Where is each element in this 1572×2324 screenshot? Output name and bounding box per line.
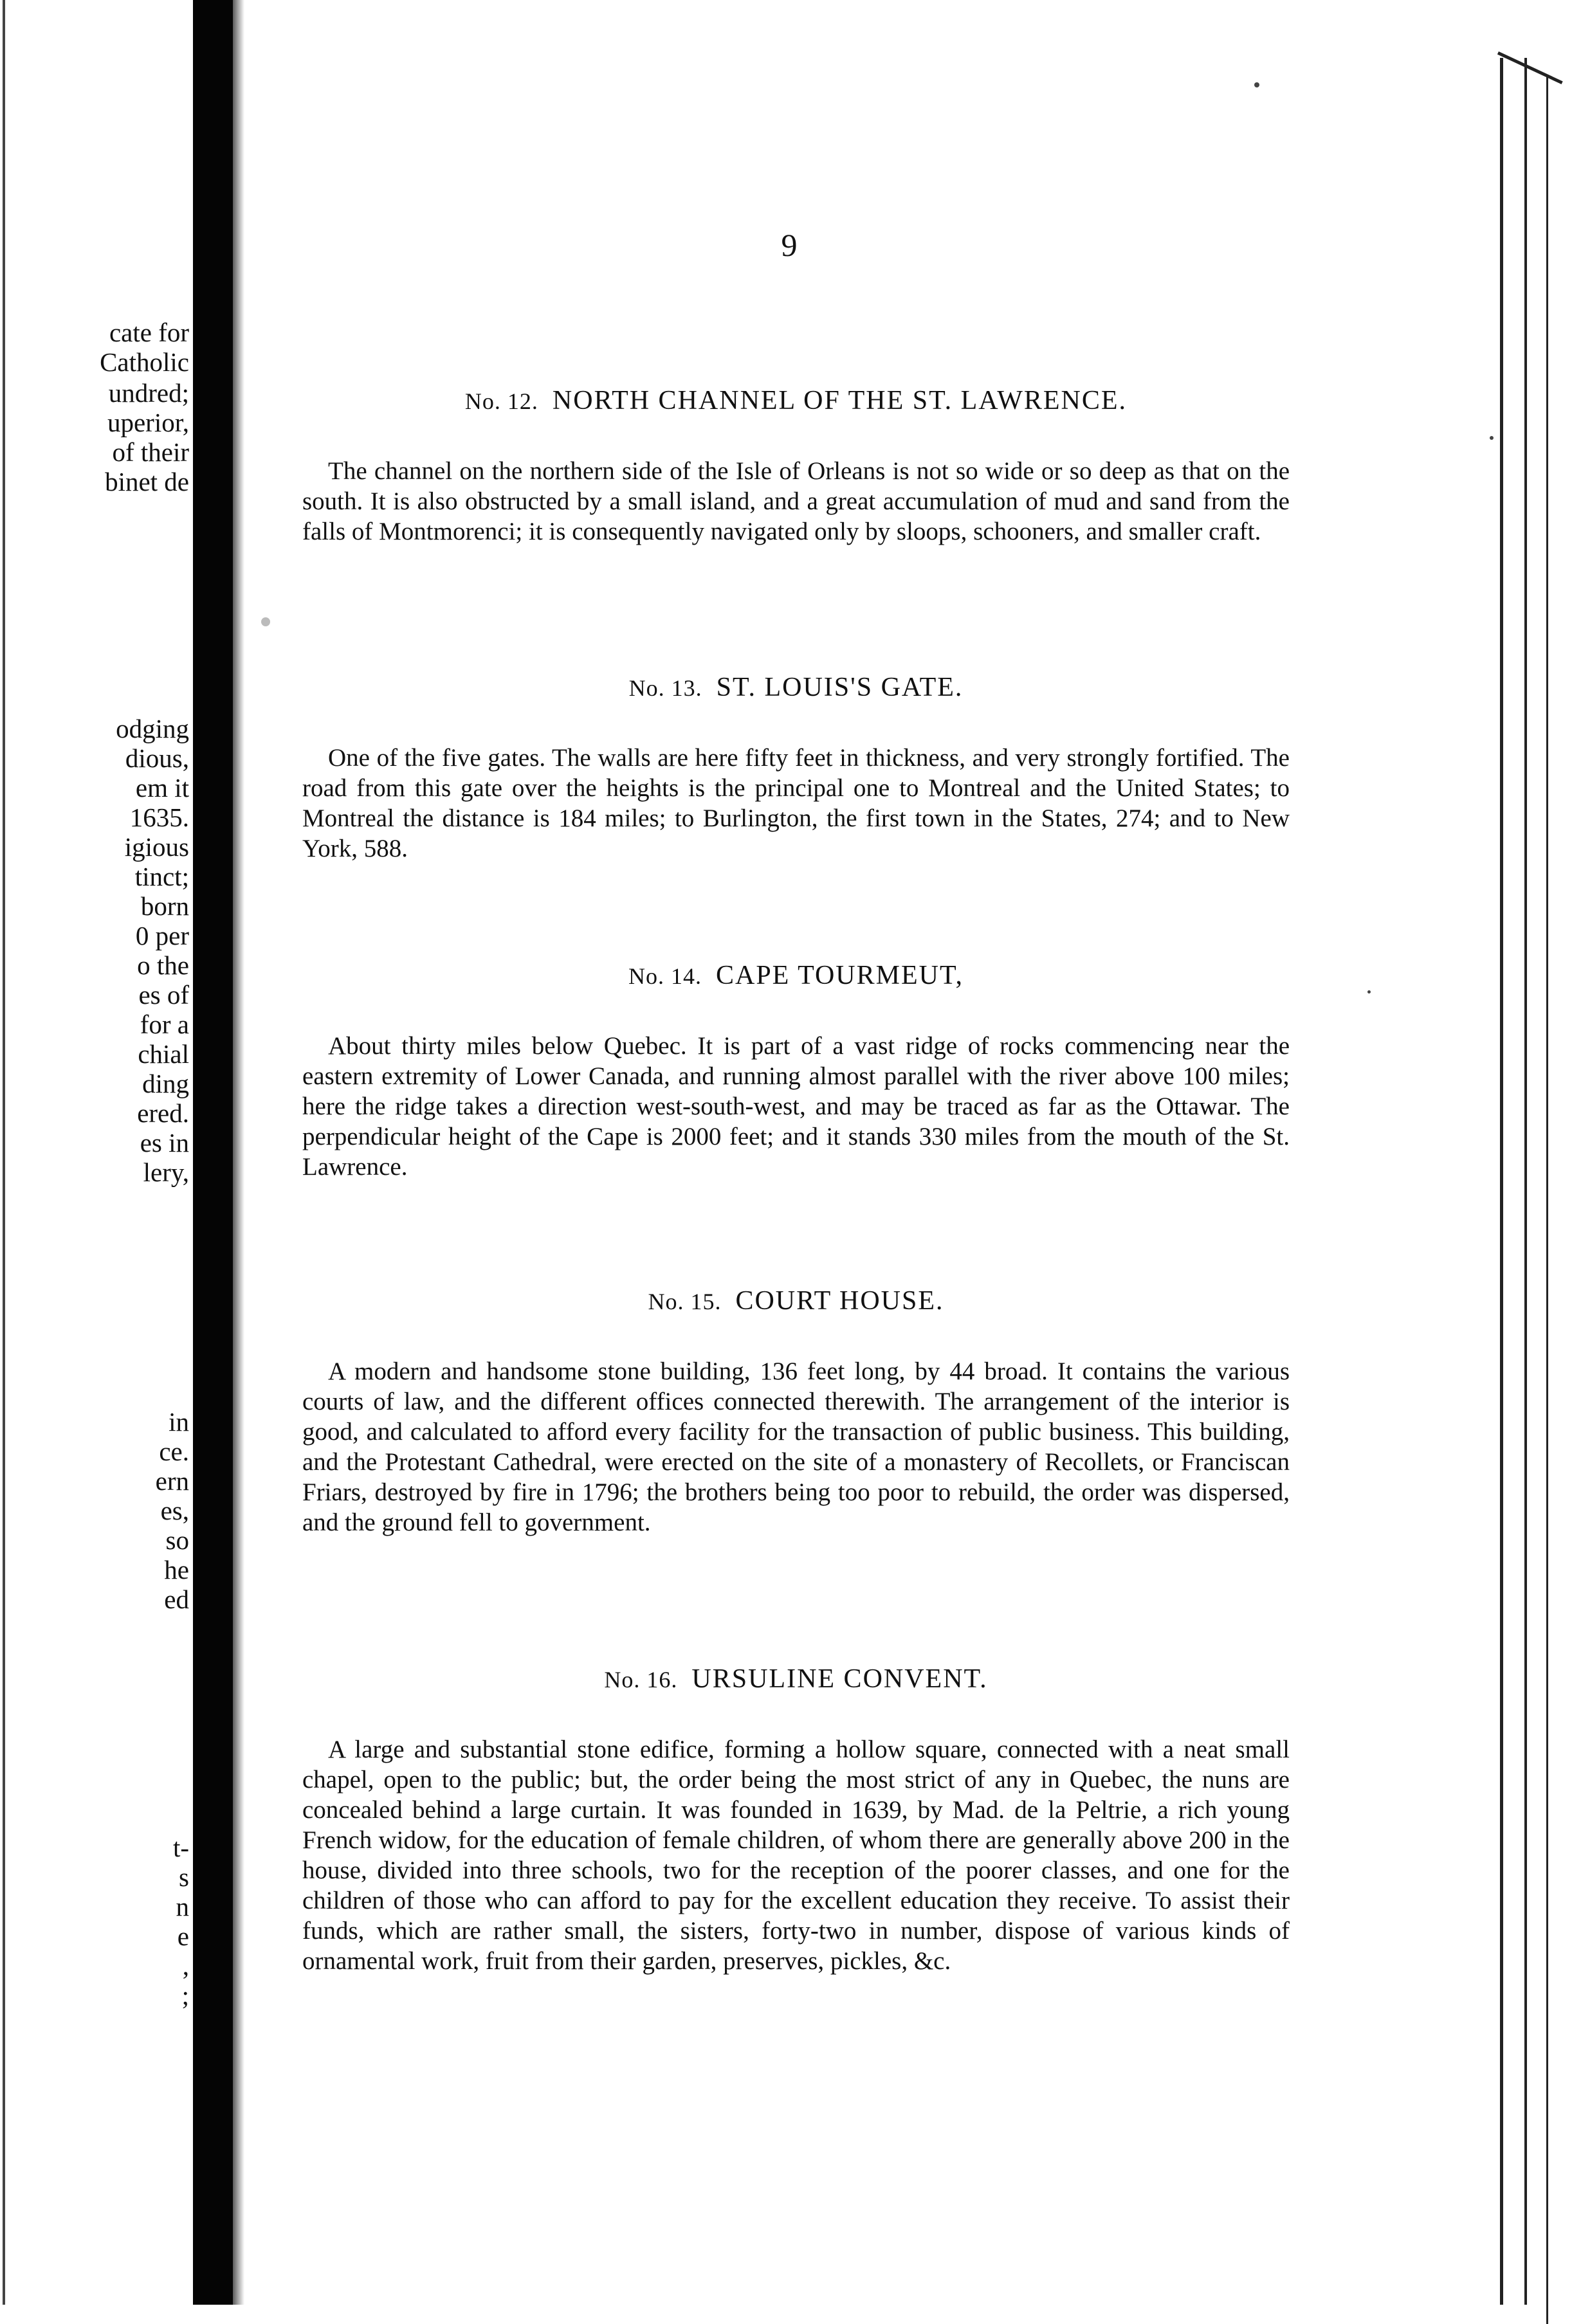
entry-number: No. 13. <box>628 675 702 701</box>
entry-number: No. 12. <box>464 388 538 414</box>
fragment-line: igious <box>124 832 189 862</box>
fragment-line: odging <box>116 714 189 743</box>
print-speck <box>1254 82 1259 87</box>
fragment-line: tinct; <box>134 862 189 891</box>
entry-text: One of the five gates. The walls are here fifty feet in thickness, and very strongly fortified. The road from this gate over the heights is the principal one to Montreal and the United States; to Montreal the distance is 184 miles; to Burlington, the first town in the States, 274; and to New York, 588. <box>302 744 1290 862</box>
fragment-line: Catholic <box>100 347 189 377</box>
left-page-fragment <box>0 0 193 2305</box>
fragment-line: 0 per <box>135 921 189 950</box>
fragment-line: dious, <box>125 743 189 773</box>
entry-title: CAPE TOURMEUT, <box>715 961 964 990</box>
fragment-line: born <box>140 891 189 921</box>
entry-number: No. 14. <box>628 963 702 989</box>
page-corner <box>1497 51 1563 84</box>
entry-text: The channel on the northern side of the Isle of Orleans is not so wide or so deep as that on the south. It is also obstructed by a small island, and a great accumulation of mud and sand from the falls of Montmorenci; it is consequently navigated only by sloops, schooners, and smaller craft. <box>302 457 1290 545</box>
print-speck <box>1367 990 1371 994</box>
entry-text: About thirty miles below Quebec. It is part of a vast ridge of rocks commencing near the eastern extremity of Lower Canada, and running almost parallel with the river above 100 miles; here the ridge takes a direction west-south-west, and may be traced as far as the Ottawar. The perpendicular height of the Cape is 2000 feet; and it stands 330 miles from the mouth of the St. Lawrence. <box>302 1032 1290 1181</box>
entry-text: A large and substantial stone edifice, forming a hollow square, connected with a neat small chapel, open to the public; but, the order being the most strict of any in Quebec, the nuns are concealed behind a large curtain. It was founded in 1639, by Mad. de la Peltrie, a rich young French widow, for the education of female children, of whom there are generally above 200 in the house, divided into three schools, two for the reception of the poorer classes, and one for the children of those who can afford to pay for the excellent education they receive. To assist their funds, which are rather small, the sisters, forty-two in number, dispose of various kinds of ornamental work, fruit from their garden, preserves, pickles, &c. <box>302 1736 1290 1975</box>
fragment-line: es in <box>140 1128 189 1157</box>
entry-heading <box>302 385 1290 417</box>
entry-text: A modern and handsome stone building, 136 feet long, by 44 broad. It contains the various courts of law, and the different offices connected therewith. The arrangement of the interior is good, and calculated to afford every facility for the transaction of public business. This building, and the Protestant Cathedral, were erected on the site of a monastery of Recollets, or Franciscan Friars, destroyed by fire in 1796; the brothers being too poor to rebuild, the order was dispersed, and the ground fell to government. <box>302 1357 1290 1536</box>
gutter-shadow <box>233 0 244 2305</box>
fragment-line: s <box>179 1862 189 1892</box>
edge-line <box>1546 77 1548 2324</box>
fragment-line: ; <box>181 1981 189 2010</box>
entry-heading <box>302 959 1290 992</box>
entry-title: COURT HOUSE. <box>735 1286 944 1316</box>
entry-no-16 <box>302 1663 1290 1976</box>
entry-heading <box>302 671 1290 704</box>
fragment-line: binet de <box>105 467 189 496</box>
right-page-edge <box>1499 0 1572 2305</box>
fragment-line: , <box>182 1951 189 1981</box>
fragment-line: lery, <box>143 1157 189 1187</box>
entry-number: No. 15. <box>648 1289 722 1314</box>
page-number: 9 <box>781 227 798 263</box>
edge-line <box>1500 58 1503 2305</box>
print-speck <box>1490 436 1494 440</box>
entry-no-14 <box>302 959 1290 1182</box>
fragment-line: ered. <box>137 1098 189 1128</box>
entry-number: No. 16. <box>604 1667 678 1693</box>
fragment-line: e <box>177 1921 189 1951</box>
entry-heading <box>302 1663 1290 1696</box>
edge-line <box>1524 58 1527 2305</box>
fragment-line: ern <box>155 1466 189 1496</box>
fragment-line: undred; <box>108 378 189 408</box>
fragment-line: ding <box>142 1069 189 1098</box>
fragment-line: of their <box>112 437 189 467</box>
fragment-line: t- <box>172 1833 189 1862</box>
book-gutter <box>193 0 233 2305</box>
fragment-line: em it <box>135 773 189 803</box>
entry-heading <box>302 1285 1290 1318</box>
fragment-line: cate for <box>109 318 189 347</box>
fragment-line: 1635. <box>129 803 189 832</box>
fragment-line: for a <box>140 1010 189 1039</box>
page-edge <box>3 0 5 2305</box>
entry-no-12 <box>302 385 1290 547</box>
fragment-line: so <box>165 1525 189 1555</box>
entry-title: URSULINE CONVENT. <box>691 1664 988 1694</box>
fragment-line: in <box>169 1407 189 1437</box>
print-speck <box>261 617 270 626</box>
fragment-line: uperior, <box>107 408 189 437</box>
fragment-line: n <box>176 1892 189 1921</box>
fragment-line: es, <box>160 1496 189 1525</box>
entry-no-15 <box>302 1285 1290 1538</box>
fragment-line: es of <box>138 980 189 1010</box>
entry-title: NORTH CHANNEL OF THE ST. LAWRENCE. <box>552 386 1128 415</box>
fragment-line: chial <box>138 1039 189 1069</box>
entry-title: ST. LOUIS'S GATE. <box>716 673 964 702</box>
fragment-line: o the <box>137 950 189 980</box>
fragment-line: ed <box>164 1584 189 1614</box>
fragment-line: ce. <box>159 1437 189 1466</box>
fragment-line: he <box>164 1555 189 1584</box>
entry-no-13 <box>302 671 1290 864</box>
